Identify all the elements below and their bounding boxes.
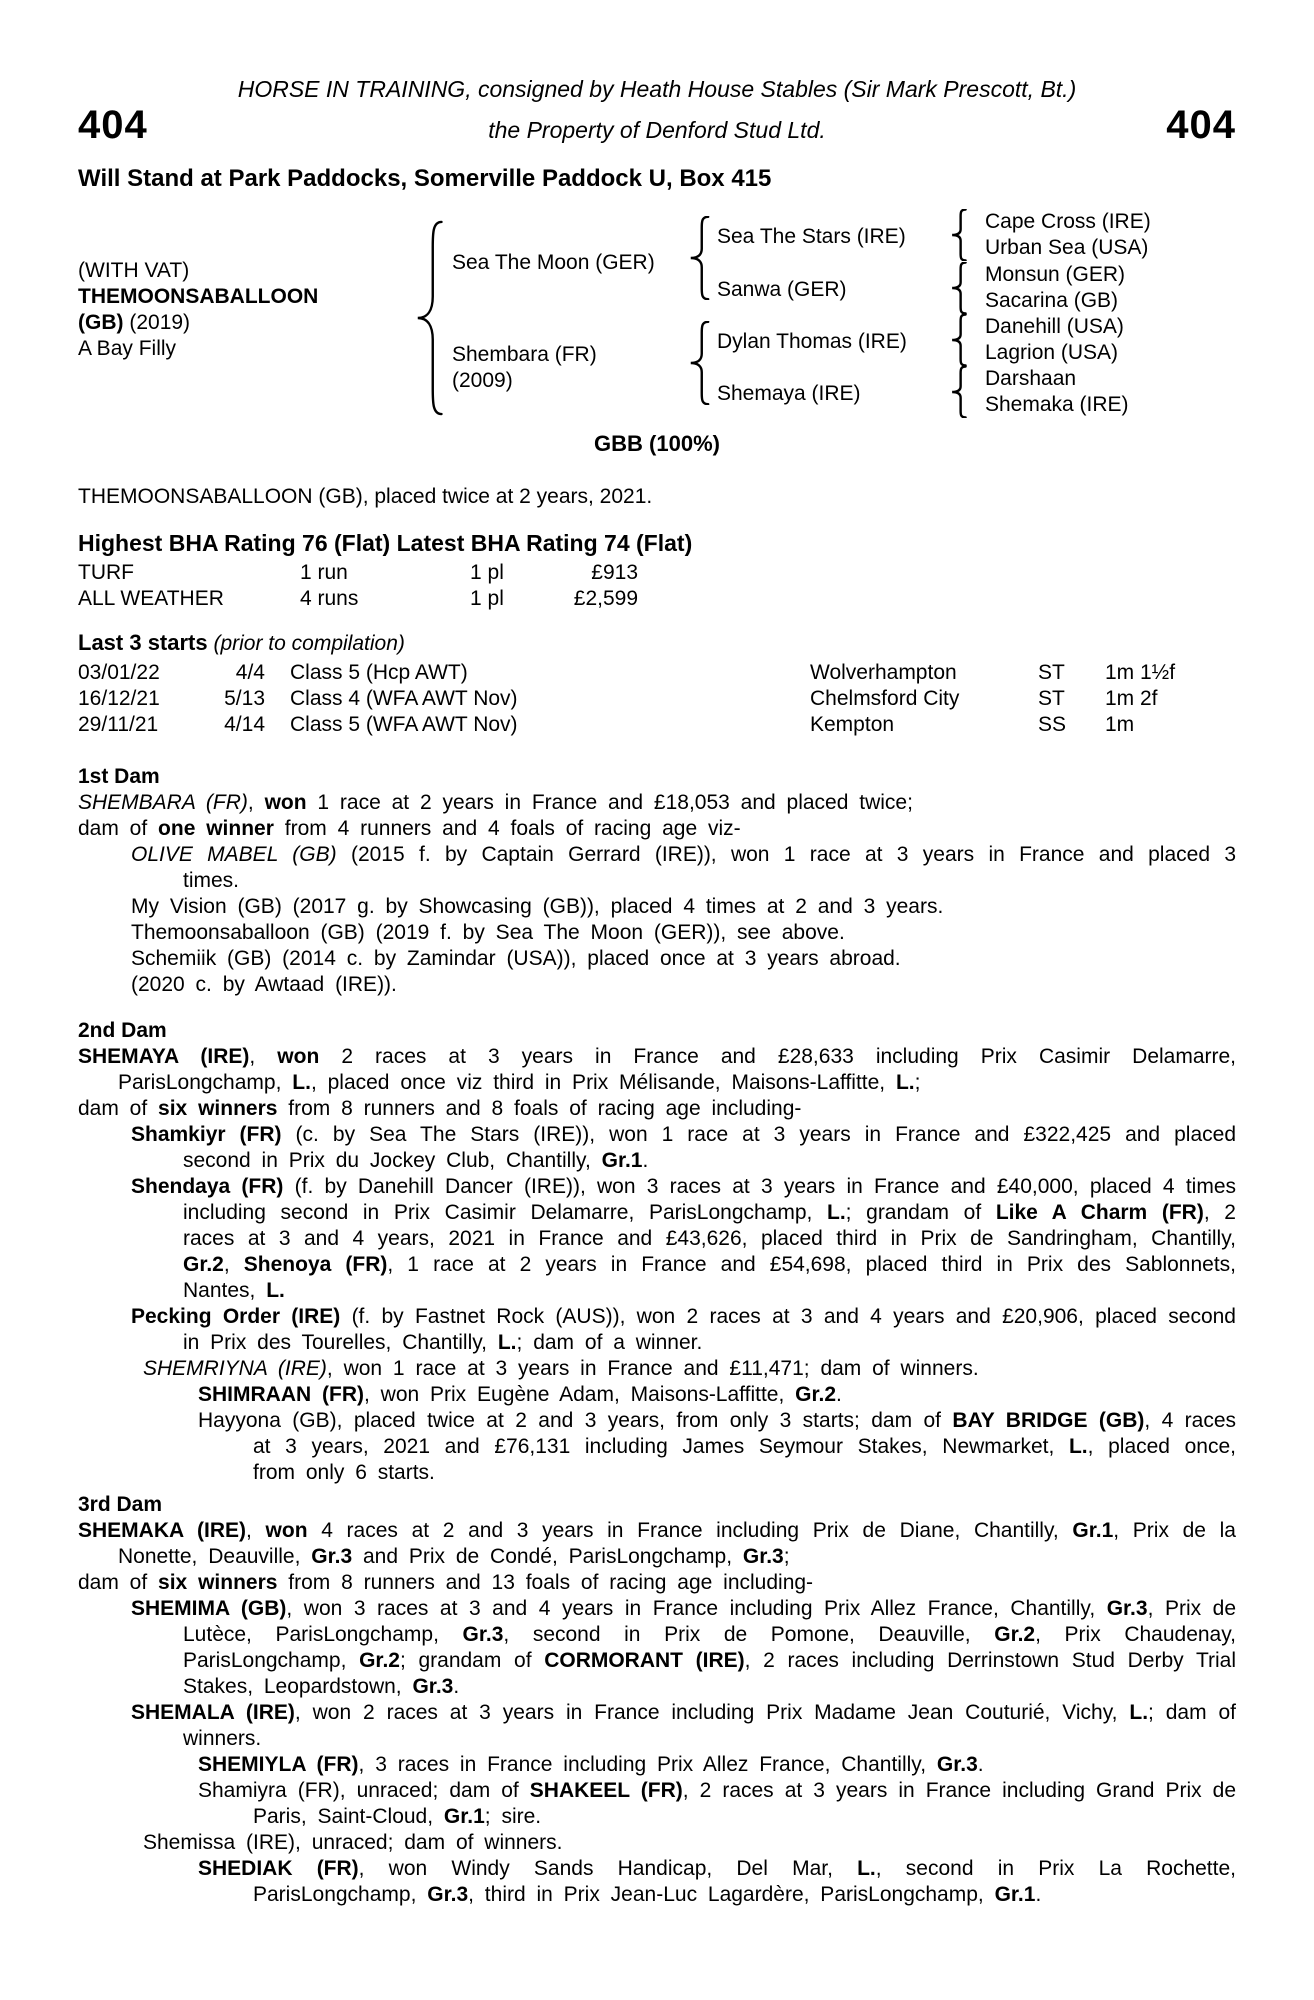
sire-name: Sea The Moon (GER): [452, 251, 655, 274]
text-run: SHEMAKA (IRE): [78, 1519, 247, 1542]
text-run: Gr.3: [1106, 1597, 1148, 1620]
text-run: Themoonsaballoon (GB) (2019 f. by Sea The Moon (GER)), see above.: [131, 921, 845, 944]
text-run: Gr.2: [359, 1649, 400, 1672]
ancestor: Danehill (USA): [985, 315, 1124, 338]
dam-paragraph: [78, 816, 1236, 842]
text-run: Shendaya (FR): [131, 1175, 284, 1198]
ancestor: Darshaan: [985, 367, 1077, 390]
table-cell: 4 runs: [300, 587, 359, 610]
dam-paragraph: [78, 1570, 1236, 1596]
dam-paragraph: [78, 1518, 1236, 1570]
dam-paragraph: [78, 920, 1236, 946]
text-run: won: [265, 1519, 308, 1542]
pedigree-brace: [950, 262, 967, 314]
text-run: Gr.1: [601, 1149, 643, 1172]
table-cell: ALL WEATHER: [78, 587, 224, 610]
table-cell: Wolverhampton: [810, 661, 957, 684]
dam-paragraph: [78, 1700, 1236, 1752]
text-run: , second in Prix de Pomone, Deauville,: [503, 1623, 995, 1646]
horse-name: THEMOONSABALLOON: [78, 285, 319, 308]
granddam: Shemaya (IRE): [717, 382, 861, 405]
dam-paragraphs: [78, 1518, 1236, 1908]
table-cell: 16/12/21: [78, 687, 160, 710]
dam-paragraph: [78, 1304, 1236, 1356]
text-run: from 8 runners and 8 foals of racing age including-: [277, 1097, 802, 1120]
text-run: , 2 races at 3 years in France including Grand Prix de Paris, Saint-Cloud,: [253, 1779, 1236, 1828]
text-run: from 8 runners and 13 foals of racing age including-: [277, 1571, 814, 1594]
dam-paragraph: [78, 1382, 1236, 1408]
text-run: SHEMALA (IRE): [131, 1701, 295, 1724]
table-row: [78, 586, 638, 612]
pedigree-brace: [950, 314, 967, 366]
dam-paragraphs: [78, 1044, 1236, 1486]
text-run: ,: [247, 791, 265, 814]
text-run: .: [836, 1383, 842, 1406]
text-run: dam of: [78, 1571, 159, 1594]
table-cell: TURF: [78, 561, 134, 584]
text-run: Gr.1: [443, 1805, 485, 1828]
text-run: won: [264, 791, 307, 814]
stand-location: Will Stand at Park Paddocks, Somerville Paddock U, Box 415: [78, 165, 772, 192]
ancestor: Sacarina (GB): [985, 289, 1119, 312]
text-run: ;: [914, 1071, 921, 1094]
text-run: (f. by Danehill Dancer (IRE)), won 3 races at 3 years in France and £40,000, placed 4 times including second in Prix Casimir Delamarre, ParisLongchamp,: [183, 1175, 1236, 1224]
text-run: L.: [292, 1071, 311, 1094]
last-starts-note: (prior to compilation): [213, 632, 405, 655]
dam-paragraph: [78, 842, 1236, 894]
table-cell: 1 pl: [470, 587, 504, 610]
text-run: 1 race at 2 years in France and £18,053 and placed twice;: [306, 791, 913, 814]
table-cell: 1m: [1105, 713, 1135, 736]
text-run: one winner: [158, 817, 274, 840]
text-run: Gr.3: [412, 1675, 454, 1698]
table-row: [78, 712, 1236, 738]
dam-name: Shembara (FR): [452, 343, 597, 366]
dam-year: (2009): [452, 369, 513, 392]
text-run: ,: [246, 1519, 266, 1542]
text-run: , placed once viz third in Prix Mélisande, Maisons-Laffitte,: [310, 1071, 896, 1094]
text-run: Gr.2: [994, 1623, 1036, 1646]
section-heading: 1st Dam: [78, 765, 160, 788]
text-run: ,: [249, 1045, 278, 1068]
text-run: .: [453, 1675, 460, 1698]
horse-description: A Bay Filly: [78, 337, 177, 360]
text-run: .: [642, 1149, 649, 1172]
horse-suffix: (GB): [78, 311, 124, 334]
table-cell: 4/14: [224, 713, 265, 736]
dam-paragraph: [78, 1044, 1236, 1096]
dam-paragraph: [78, 1122, 1236, 1174]
text-run: , won Prix Eugène Adam, Maisons-Laffitte,: [363, 1383, 796, 1406]
text-run: ; dam of a winner.: [516, 1331, 703, 1354]
text-run: Gr.1: [994, 1883, 1036, 1906]
vat-note: (WITH VAT): [78, 259, 190, 282]
text-run: SHEDIAK (FR): [198, 1857, 359, 1880]
horse-suffix-year: [78, 310, 318, 336]
text-run: L.: [266, 1279, 285, 1302]
dam-paragraph: [78, 1174, 1236, 1304]
text-run: .: [977, 1753, 984, 1776]
text-run: SHEMBARA (FR): [78, 791, 248, 814]
last-starts-title: Last 3 starts: [78, 630, 208, 655]
last-starts-table: [78, 660, 1236, 738]
text-run: SHEMIMA (GB): [131, 1597, 287, 1620]
text-run: , won Windy Sands Handicap, Del Mar,: [358, 1857, 858, 1880]
text-run: SHIMRAAN (FR): [198, 1383, 364, 1406]
lot-number-left: 404: [78, 103, 148, 147]
text-run: , won 2 races at 3 years in France including Prix Madame Jean Couturié, Vichy,: [294, 1701, 1130, 1724]
text-run: , 2 races at 3 and 4 years, 2021 in France and £43,626, placed third in Prix de Sandringham, Chantilly,: [183, 1201, 1236, 1250]
text-run: six winners: [158, 1097, 278, 1120]
text-run: ; dam of winners.: [183, 1701, 1236, 1750]
text-run: ,: [223, 1253, 244, 1276]
table-cell: 5/13: [224, 687, 265, 710]
text-run: , Prix de la Nonette, Deauville,: [118, 1519, 1236, 1568]
text-run: L.: [827, 1201, 846, 1224]
table-cell: 1 run: [300, 561, 348, 584]
text-run: Gr.2: [183, 1253, 224, 1276]
pedigree-table: [0, 205, 1314, 423]
dam-paragraph: [78, 972, 1236, 998]
text-run: SHEMAYA (IRE): [78, 1045, 250, 1068]
dam-paragraph: [78, 1830, 1236, 1856]
text-run: , Prix de Lutèce, ParisLongchamp,: [183, 1597, 1237, 1646]
subject-block: [78, 258, 318, 362]
text-run: six winners: [158, 1571, 278, 1594]
table-cell: Class 5 (WFA AWT Nov): [290, 713, 518, 736]
grandsire: Sea The Stars (IRE): [717, 225, 906, 248]
table-cell: £2,599: [573, 587, 638, 610]
text-run: (2020 c. by Awtaad (IRE)).: [131, 973, 397, 996]
text-run: Gr.3: [936, 1753, 978, 1776]
table-cell: Chelmsford City: [810, 687, 960, 710]
text-run: My Vision (GB) (2017 g. by Showcasing (GB)), placed 4 times at 2 and 3 years.: [131, 895, 944, 918]
text-run: , won 1 race at 3 years in France and £11,471; dam of winners.: [326, 1357, 979, 1380]
section-heading: 2nd Dam: [78, 1019, 167, 1042]
text-run: Shemissa (IRE), unraced; dam of winners.: [143, 1831, 563, 1854]
table-cell: Kempton: [810, 713, 895, 736]
text-run: SHAKEEL (FR): [529, 1779, 683, 1802]
table-cell: 4/4: [235, 661, 265, 684]
dam-block: [452, 342, 597, 394]
dam-paragraph: [78, 1856, 1236, 1908]
dam-paragraph: [78, 790, 1236, 816]
text-run: 4 races at 2 and 3 years in France including Prix de Diane, Chantilly,: [307, 1519, 1073, 1542]
text-run: (f. by Fastnet Rock (AUS)), won 2 races at 3 and 4 years and £20,906, placed second in Prix des Tourelles, Chantilly,: [183, 1305, 1236, 1354]
dam-paragraph: [78, 894, 1236, 920]
ratings-table: [78, 560, 638, 612]
lot-line: [78, 102, 1236, 148]
text-run: L.: [1068, 1435, 1088, 1458]
table-cell: 1m 2f: [1105, 687, 1158, 710]
text-run: , 2 races including Derrinstown Stud Derby Trial Stakes, Leopardstown,: [183, 1649, 1236, 1698]
text-run: ;: [783, 1545, 790, 1568]
table-cell: Class 5 (Hcp AWT): [290, 661, 468, 684]
table-row: [78, 660, 1236, 686]
ancestor: Shemaka (IRE): [985, 393, 1129, 416]
ancestor: Monsun (GER): [985, 263, 1126, 286]
text-run: Shenoya (FR): [243, 1253, 388, 1276]
text-run: L.: [497, 1331, 517, 1354]
table-cell: 1 pl: [470, 561, 504, 584]
pedigree-brace: [688, 321, 710, 405]
granddam: Sanwa (GER): [717, 278, 847, 301]
text-run: L.: [895, 1071, 915, 1094]
table-cell: 03/01/22: [78, 661, 160, 684]
ancestor: Lagrion (USA): [985, 341, 1119, 364]
dam-paragraph: [78, 1356, 1236, 1382]
text-run: from 4 runners and 4 foals of racing age viz-: [273, 817, 741, 840]
text-run: ; grandam of: [399, 1649, 545, 1672]
ancestor: Cape Cross (IRE): [985, 210, 1151, 233]
table-row: [78, 560, 638, 586]
pedigree-brace: [950, 209, 967, 261]
table-cell: 29/11/21: [78, 713, 159, 736]
text-run: L.: [1129, 1701, 1149, 1724]
text-run: Like A Charm (FR): [995, 1201, 1204, 1224]
text-run: , placed once, from only 6 starts.: [253, 1435, 1236, 1484]
text-run: , 3 races in France including Prix Allez France, Chantilly,: [358, 1753, 937, 1776]
table-cell: £913: [591, 561, 638, 584]
text-run: , won 3 races at 3 and 4 years in France including Prix Allez France, Chantilly,: [286, 1597, 1107, 1620]
text-run: ; grandam of: [845, 1201, 996, 1224]
text-run: SHEMIYLA (FR): [198, 1753, 359, 1776]
table-cell: 1m 1½f: [1105, 661, 1176, 684]
horse-foaled: (2019): [129, 311, 191, 334]
text-run: Pecking Order (IRE): [131, 1305, 341, 1328]
dam-paragraph: [78, 1596, 1236, 1700]
text-run: BAY BRIDGE (GB): [952, 1409, 1145, 1432]
text-run: Gr.3: [742, 1545, 784, 1568]
text-run: Schemiik (GB) (2014 c. by Zamindar (USA)), placed once at 3 years abroad.: [131, 947, 901, 970]
text-run: , 4 races at 3 years, 2021 and £76,131 including James Seymour Stakes, Newmarket,: [253, 1409, 1236, 1458]
gbb-note: GBB (100%): [594, 431, 720, 456]
text-run: 2 races at 3 years in France and £28,633 including Prix Casimir Delamarre, ParisLongchamp,: [118, 1045, 1237, 1094]
table-row: [78, 686, 1236, 712]
second-dam-section: [78, 1018, 1236, 1486]
table-cell: SS: [1038, 713, 1067, 736]
text-run: .: [1035, 1883, 1042, 1906]
text-run: won: [277, 1045, 320, 1068]
text-run: , second in Prix La Rochette, ParisLongchamp,: [253, 1857, 1236, 1906]
text-run: dam of: [78, 817, 159, 840]
text-run: (2015 f. by Captain Gerrard (IRE)), won 1 race at 3 years in France and placed 3 times.: [183, 843, 1237, 892]
text-run: , Prix Chaudenay, ParisLongchamp,: [183, 1623, 1237, 1672]
lot-number-right: 404: [1166, 103, 1236, 147]
grandsire: Dylan Thomas (IRE): [717, 330, 907, 353]
dam-paragraph: [78, 946, 1236, 972]
first-dam-section: [78, 764, 1236, 998]
text-run: CORMORANT (IRE): [544, 1649, 745, 1672]
table-cell: Class 4 (WFA AWT Nov): [290, 687, 518, 710]
text-run: Gr.3: [462, 1623, 504, 1646]
bha-ratings-heading: Highest BHA Rating 76 (Flat) Latest BHA Rating 74 (Flat): [78, 530, 693, 556]
text-run: SHEMRIYNA (IRE): [143, 1357, 327, 1380]
dam-paragraph: [78, 1408, 1236, 1486]
text-run: Shamiyra (FR), unraced; dam of: [198, 1779, 530, 1802]
table-cell: ST: [1038, 661, 1065, 684]
table-cell: ST: [1038, 687, 1065, 710]
pedigree-brace: [688, 216, 710, 300]
text-run: OLIVE MABEL (GB): [131, 843, 337, 866]
text-run: Gr.3: [427, 1883, 469, 1906]
text-run: , 1 race at 2 years in France and £54,698, placed third in Prix des Sablonnets, Nantes,: [183, 1253, 1237, 1302]
text-run: L.: [857, 1857, 876, 1880]
text-run: Gr.1: [1072, 1519, 1114, 1542]
property-line: the Property of Denford Stud Ltd.: [488, 117, 826, 143]
pedigree-brace: [414, 220, 444, 416]
text-run: and Prix de Condé, ParisLongchamp,: [352, 1545, 743, 1568]
dam-paragraph: [78, 1778, 1236, 1830]
text-run: dam of: [78, 1097, 159, 1120]
text-run: ; sire.: [484, 1805, 542, 1828]
third-dam-section: [78, 1492, 1236, 1908]
dam-paragraph: [78, 1752, 1236, 1778]
text-run: Gr.2: [795, 1383, 837, 1406]
pedigree-brace: [950, 366, 967, 418]
ancestor: Urban Sea (USA): [985, 236, 1149, 259]
consignor-line: HORSE IN TRAINING, consigned by Heath House Stables (Sir Mark Prescott, Bt.): [237, 76, 1077, 102]
dam-paragraphs: [78, 790, 1236, 998]
last-starts-heading: [78, 630, 405, 657]
text-run: Gr.3: [311, 1545, 353, 1568]
dam-paragraph: [78, 1096, 1236, 1122]
text-run: (c. by Sea The Stars (IRE)), won 1 race at 3 years in France and £322,425 and placed second in Prix du Jockey Club, Chantilly,: [183, 1123, 1236, 1172]
text-run: Hayyona (GB), placed twice at 2 and 3 years, from only 3 starts; dam of: [198, 1409, 953, 1432]
race-record-summary: THEMOONSABALLOON (GB), placed twice at 2 years, 2021.: [78, 485, 653, 508]
text-run: , third in Prix Jean-Luc Lagardère, ParisLongchamp,: [468, 1883, 995, 1906]
section-heading: 3rd Dam: [78, 1493, 163, 1516]
text-run: Shamkiyr (FR): [131, 1123, 282, 1146]
